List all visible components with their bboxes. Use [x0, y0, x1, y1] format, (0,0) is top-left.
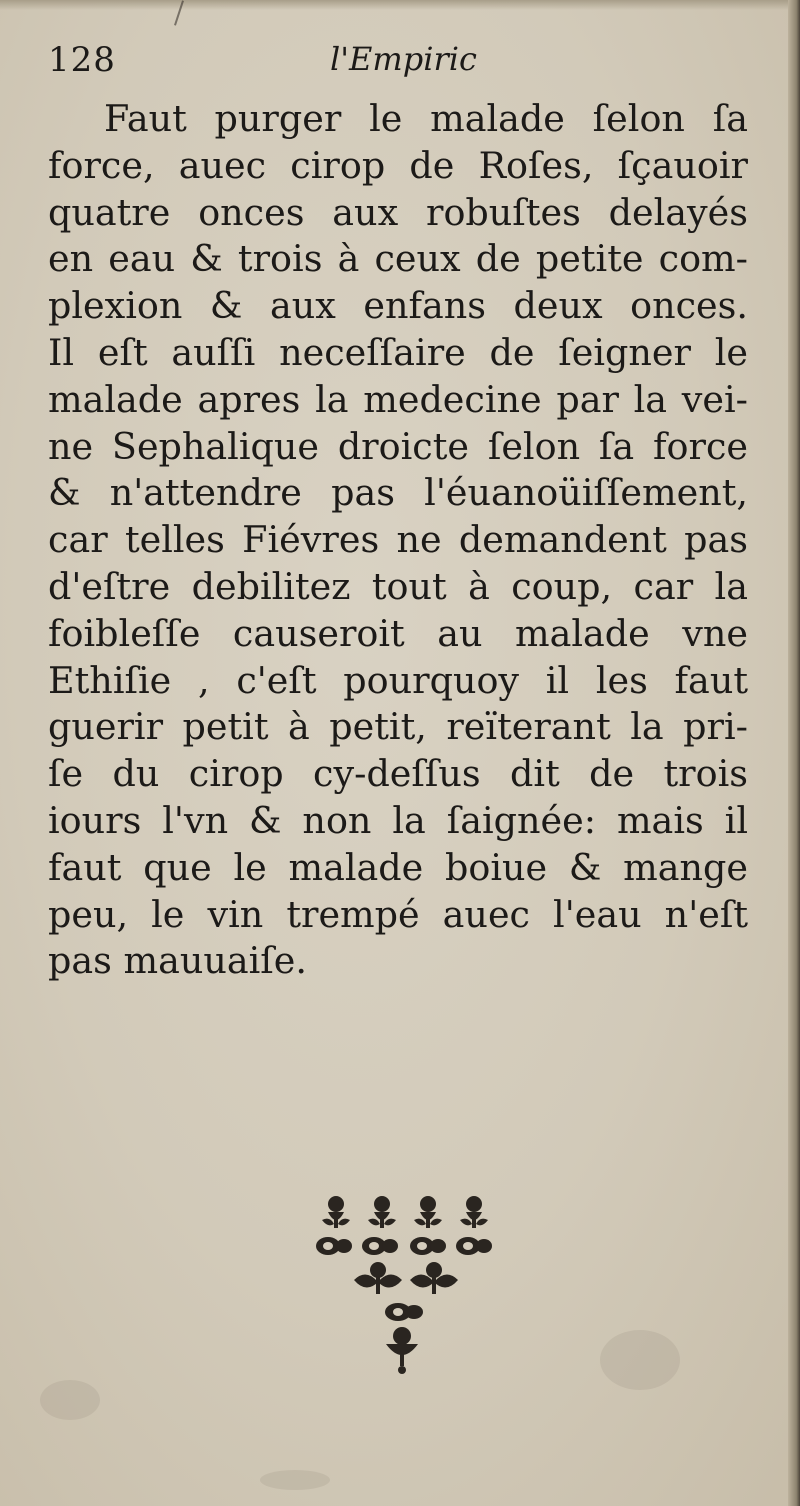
text-line: ne Sephalique droicte ſelon ſa force	[48, 424, 748, 468]
text-line: Il eſt auſſi neceſſaire de ſeigner le	[48, 330, 748, 374]
fleuron-icon	[368, 1196, 396, 1228]
text-line: plexion & aux enfans deux onces.	[48, 284, 748, 328]
paper-stain	[260, 1470, 330, 1490]
paper-stain	[40, 1380, 100, 1420]
text-line: ſe du cirop cy-deſſus dit de trois	[48, 752, 748, 796]
text-line: Ethiſie , c'eſt pourquoy il les faut	[48, 658, 748, 702]
text-line: & n'attendre pas l'éuanoüiſſement,	[48, 471, 748, 515]
text-line: en eau & trois à ceux de petite com-	[48, 237, 748, 281]
text-line: malade apres la medecine par la vei-	[48, 377, 748, 421]
page-right-edge	[788, 0, 800, 1506]
text-line: Faut purger le malade ſelon ſa	[104, 97, 748, 140]
text-line: force, auec cirop de Roſes, ſçauoir	[48, 143, 748, 187]
page-top-edge	[0, 0, 800, 10]
text-line: foibleſſe causeroit au malade vne	[48, 611, 748, 655]
text-line: guerir petit à petit, reïterant la pri-	[48, 705, 748, 749]
main-text	[48, 96, 748, 985]
text-line: pas mauuaiſe.	[48, 939, 307, 983]
fleuron-icon	[322, 1196, 350, 1228]
text-line: car telles Fiévres ne demandent pas	[48, 518, 748, 562]
text-line: quatre onces aux robuſtes delayés	[48, 190, 748, 234]
fleuron-icon	[354, 1262, 402, 1294]
text-line: iours l'vn & non la ſaignée: mais il	[48, 798, 748, 842]
fleuron-icon	[414, 1196, 442, 1228]
fleuron-stem-icon	[385, 1303, 423, 1374]
text-line: faut que le malade boiue & mange	[48, 845, 748, 889]
fleuron-icon	[410, 1262, 458, 1294]
text-line: peu, le vin trempé auec l'eau n'eſt	[48, 892, 748, 936]
page-number: 128	[48, 40, 116, 80]
fleuron-icon	[460, 1196, 488, 1228]
running-head	[48, 40, 748, 90]
running-title: l'Empiric	[330, 40, 477, 78]
text-line: d'eſtre debilitez tout à coup, car la	[48, 564, 748, 608]
paper-stain	[600, 1330, 680, 1390]
fleuron-ornament-icon	[306, 1190, 506, 1380]
